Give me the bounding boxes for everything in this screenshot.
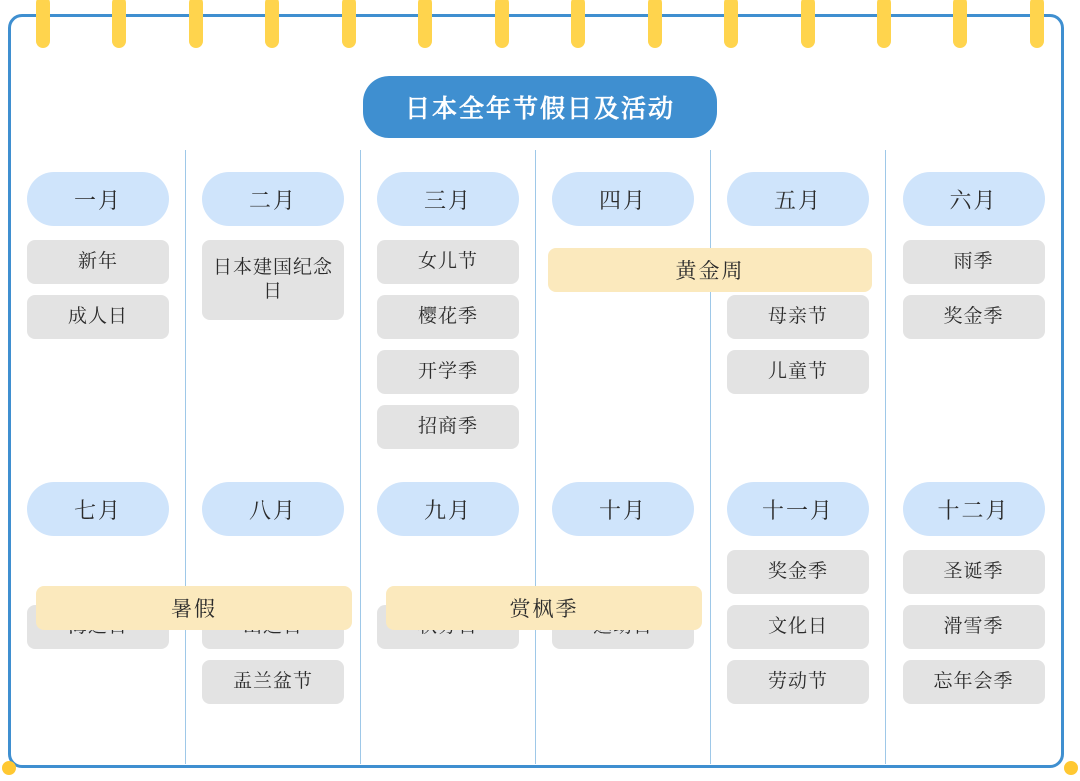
span-event-maple-season: 赏枫季 xyxy=(386,586,702,630)
month-cell-nov xyxy=(711,460,886,764)
event-chip: 奖金季 xyxy=(903,295,1045,339)
event-chip: 雨季 xyxy=(903,240,1045,284)
month-label: 八月 xyxy=(202,482,344,536)
event-chip: 樱花季 xyxy=(377,295,519,339)
month-cell-mar xyxy=(361,150,536,460)
month-label: 六月 xyxy=(903,172,1045,226)
month-label: 三月 xyxy=(377,172,519,226)
event-chip: 日本建国纪念日 xyxy=(202,240,344,320)
page-title: 日本全年节假日及活动 xyxy=(363,76,717,138)
event-chip: 母亲节 xyxy=(727,295,869,339)
event-chip: 盂兰盆节 xyxy=(202,660,344,704)
event-chip: 新年 xyxy=(27,240,169,284)
month-label: 十月 xyxy=(552,482,694,536)
corner-dot-right xyxy=(1064,761,1078,775)
event-chip: 圣诞季 xyxy=(903,550,1045,594)
month-cell-dec xyxy=(886,460,1061,764)
month-grid xyxy=(11,150,1061,764)
month-label: 五月 xyxy=(727,172,869,226)
month-cell-may xyxy=(711,150,886,460)
month-label: 四月 xyxy=(552,172,694,226)
event-chip: 儿童节 xyxy=(727,350,869,394)
event-chip: 忘年会季 xyxy=(903,660,1045,704)
month-cell-feb xyxy=(186,150,361,460)
event-chip: 奖金季 xyxy=(727,550,869,594)
month-cell-jan xyxy=(11,150,186,460)
event-chip: 文化日 xyxy=(727,605,869,649)
event-chip: 招商季 xyxy=(377,405,519,449)
month-label: 二月 xyxy=(202,172,344,226)
event-chip: 滑雪季 xyxy=(903,605,1045,649)
month-cell-apr xyxy=(536,150,711,460)
span-event-golden-week: 黄金周 xyxy=(548,248,872,292)
month-label: 七月 xyxy=(27,482,169,536)
event-chip: 劳动节 xyxy=(727,660,869,704)
month-label: 十二月 xyxy=(903,482,1045,536)
event-chip: 开学季 xyxy=(377,350,519,394)
event-chip: 成人日 xyxy=(27,295,169,339)
month-label: 十一月 xyxy=(727,482,869,536)
event-chip: 女儿节 xyxy=(377,240,519,284)
span-event-summer-holiday: 暑假 xyxy=(36,586,352,630)
title-container xyxy=(0,76,1080,138)
month-label: 九月 xyxy=(377,482,519,536)
month-cell-jun xyxy=(886,150,1061,460)
month-label: 一月 xyxy=(27,172,169,226)
